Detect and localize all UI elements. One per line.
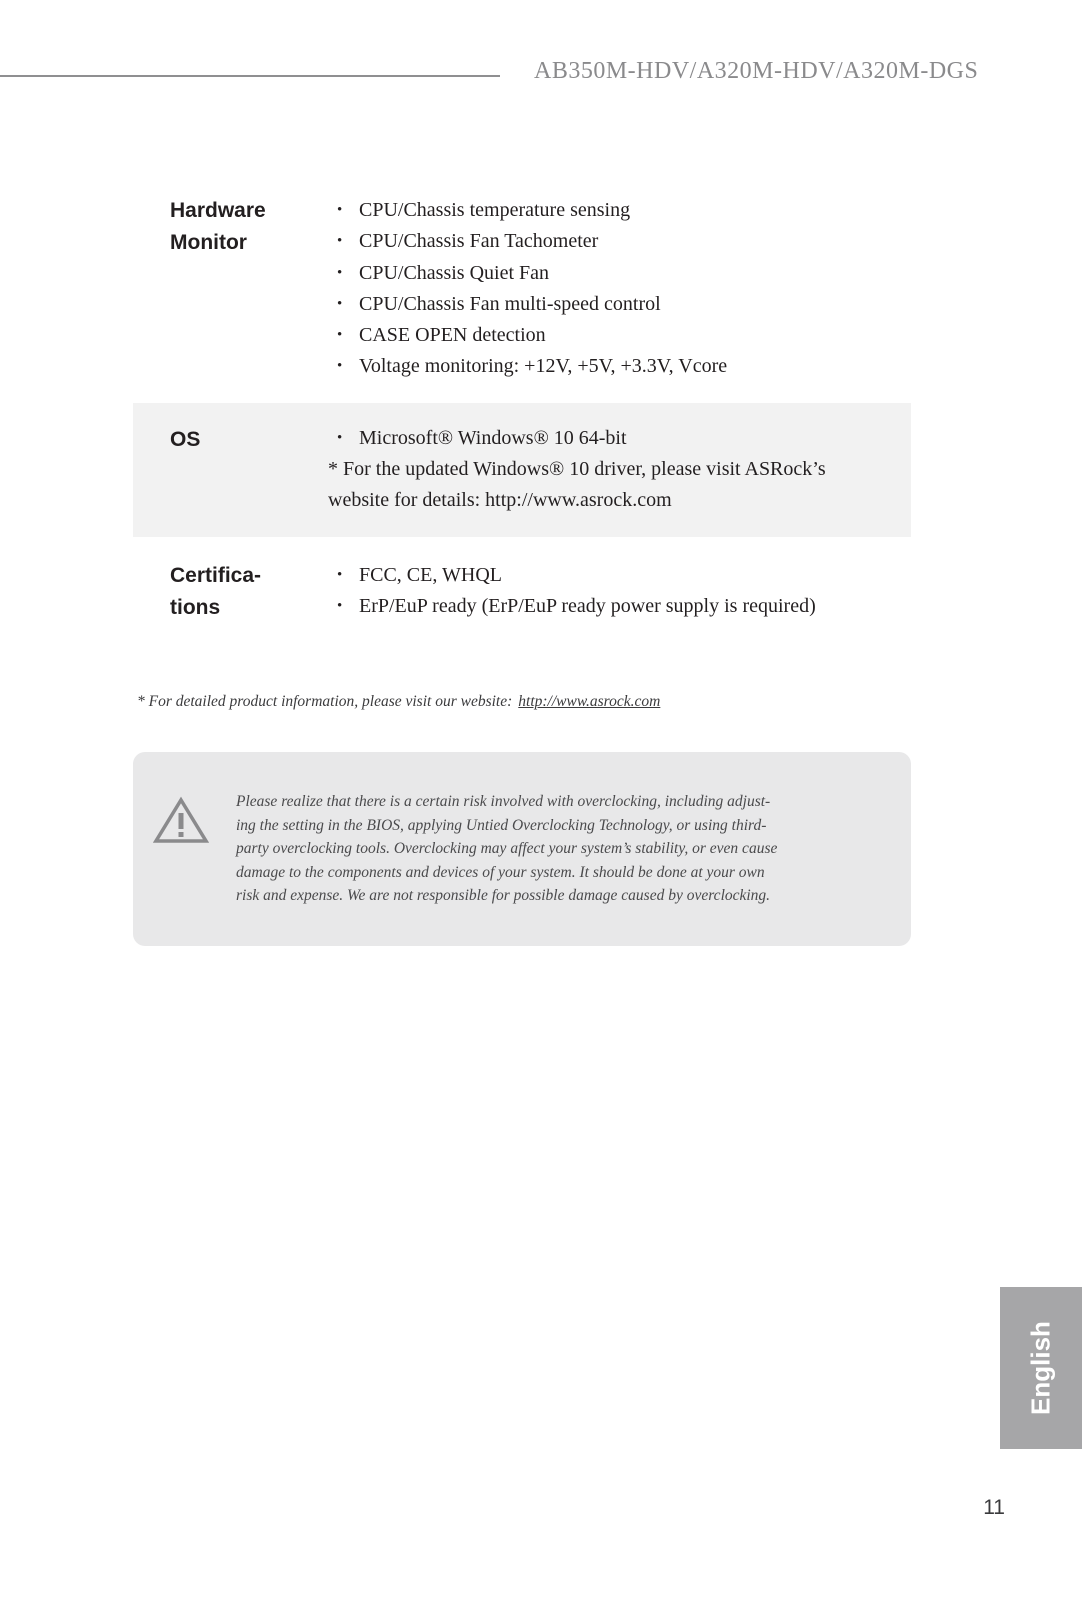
list-item: • FCC, CE, WHQL: [337, 564, 502, 586]
list-item: • CASE OPEN detection: [337, 324, 546, 347]
list-item: • CPU/Chassis Fan Tachometer: [337, 230, 599, 253]
list-item-text: Voltage monitoring: +12V, +5V, +3.3V, Vcore: [359, 355, 728, 378]
list-item: • CPU/Chassis Fan multi-speed control: [337, 292, 661, 315]
spec-values: [327, 560, 887, 623]
spec-row-os: [133, 403, 911, 537]
spec-label-line: Certifica-: [170, 564, 262, 587]
spec-label-line: Hardware: [170, 199, 266, 222]
warning-text: [236, 790, 836, 908]
spec-label-line: Monitor: [170, 231, 247, 254]
spec-values: [327, 195, 887, 383]
note-line: * For the updated Windows® 10 driver, please visit ASRock’s: [328, 458, 826, 480]
list-item-text: FCC, CE, WHQL: [359, 564, 502, 586]
list-item: • Voltage monitoring: +12V, +5V, +3.3V, Vcore: [337, 355, 728, 378]
spec-row-hardware-monitor: [133, 190, 911, 400]
spec-label: [170, 560, 320, 624]
product-info-footnote: [137, 693, 917, 711]
spec-values: [327, 423, 887, 454]
spec-label: [170, 195, 320, 259]
page-number: 11: [983, 1496, 1005, 1519]
warning-triangle-icon: [153, 796, 209, 844]
list-item-text: CPU/Chassis temperature sensing: [359, 199, 631, 221]
list-item: • CPU/Chassis Quiet Fan: [337, 261, 550, 284]
list-item-text: CPU/Chassis Quiet Fan: [359, 261, 550, 284]
warning-line: party overclocking tools. Overclocking may affect your system’s stability, or even cause: [236, 840, 778, 858]
overclocking-warning-box: [133, 752, 911, 946]
language-tab-label: English: [1025, 1321, 1056, 1415]
spec-row-certifications: [133, 560, 911, 640]
list-item-text: CPU/Chassis Fan multi-speed control: [359, 292, 661, 315]
list-item-text: CASE OPEN detection: [359, 324, 546, 347]
warning-line: risk and expense. We are not responsible for possible damage caused by overclocking.: [236, 887, 771, 905]
list-item: • CPU/Chassis temperature sensing: [337, 199, 631, 221]
header-rule: [0, 75, 500, 77]
warning-line: Please realize that there is a certain risk involved with overclocking, including adjust-: [236, 793, 771, 810]
spec-label-line: OS: [170, 428, 201, 451]
warning-line: damage to the components and devices of your system. It should be done at your own: [236, 863, 765, 881]
spec-label: [170, 424, 320, 456]
note-line: website for details: http://www.asrock.com: [328, 489, 672, 512]
footnote-text: * For detailed product information, please visit our website:: [137, 693, 513, 710]
list-item: • ErP/EuP ready (ErP/EuP ready power supply is required): [337, 595, 816, 618]
header-title: AB350M-HDV/A320M-HDV/A320M-DGS: [534, 58, 979, 84]
list-item-text: ErP/EuP ready (ErP/EuP ready power supply is required): [359, 595, 816, 618]
list-item: • Microsoft® Windows® 10 64-bit: [337, 427, 627, 449]
warning-line: ing the setting in the BIOS, applying Untied Overclocking Technology, or using third-: [236, 816, 767, 834]
list-item-text: CPU/Chassis Fan Tachometer: [359, 230, 599, 253]
language-tab-english: [1000, 1287, 1082, 1449]
list-item-text: Microsoft® Windows® 10 64-bit: [359, 427, 627, 449]
spec-label-line: tions: [170, 596, 221, 619]
asrock-website-link[interactable]: http://www.asrock.com: [518, 693, 661, 710]
os-driver-note: [328, 454, 888, 517]
